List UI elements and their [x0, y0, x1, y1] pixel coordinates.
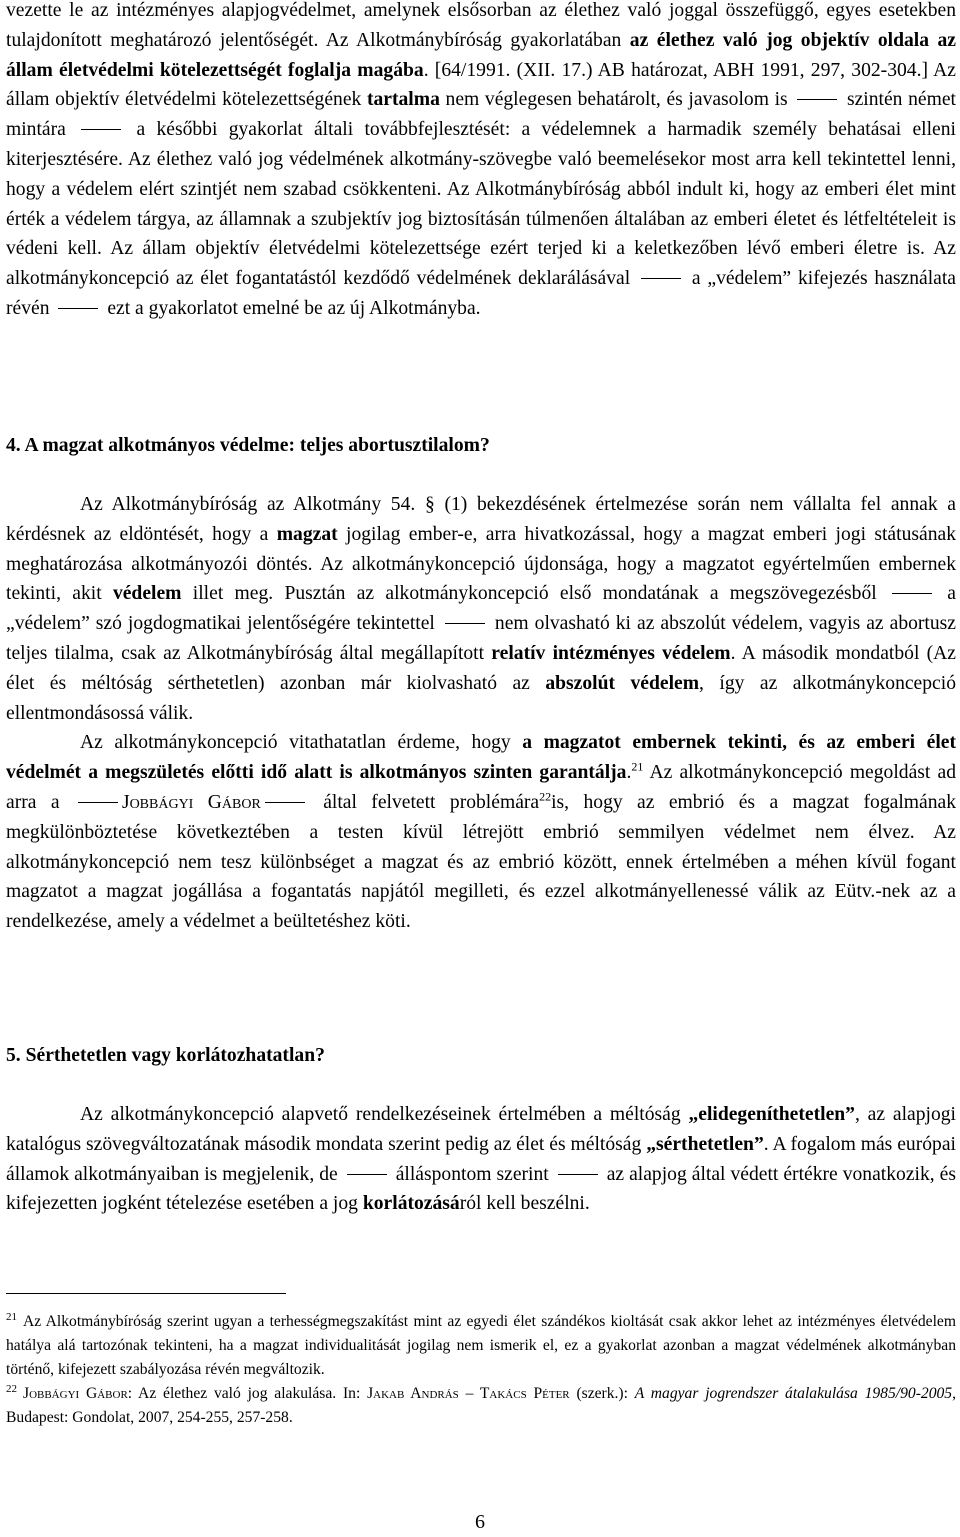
em-dash: [445, 623, 485, 624]
text-run: a „védelem” szó jogdogmatikai jelentőségére tekintettel: [6, 583, 956, 635]
footnote-editors: Jakab András – Takács Péter: [367, 1385, 570, 1402]
footnote-22: [6, 1382, 956, 1430]
em-dash: [797, 99, 837, 100]
text-run: ezt a gyakorlatot emelné be az új Alkotmányba.: [102, 297, 481, 319]
paragraph-life-protection: [6, 0, 956, 324]
emphasis: korlátozásá: [362, 1193, 460, 1215]
emphasis: az élethez való jog objektív oldala az állam életvédelmi kötelezettségét foglalja magába: [6, 29, 956, 81]
footnote-reference-21[interactable]: 21: [631, 759, 644, 774]
text-run: jogilag ember-e, arra hivatkozással, hogy a magzat emberi jogi státusának meghatározása alkotmányozói döntés. Az alkotmánykoncepció újdonsága, hogy a magzatot egyértelműen embernek tekinti, akit: [6, 523, 956, 605]
emphasis: relatív intézményes védelem: [491, 642, 731, 664]
emphasis: magzat: [276, 523, 338, 545]
text-run: álláspontom szerint: [390, 1163, 554, 1185]
em-dash: [892, 593, 932, 594]
footnote-mark: 22: [6, 1382, 17, 1395]
paragraph-inviolability: [6, 1100, 956, 1219]
emphasis: „elidegeníthetetlen”: [688, 1104, 855, 1125]
text-run: , így az alkotmánykoncepció ellentmondásossá válik.: [6, 672, 956, 724]
footnotes: [6, 1310, 956, 1430]
emphasis: védelem: [112, 583, 182, 605]
text-run: . [64/1991. (XII. 17.) AB határozat, ABH 1991, 297, 302-304.] Az állam objektív életvédelmi kötelezettségének: [6, 59, 956, 111]
footnote-text: (szerk.):: [569, 1385, 635, 1402]
em-dash: [78, 802, 118, 803]
footnote-text: : Az élethez való jog alakulása. In:: [127, 1385, 368, 1402]
em-dash: [641, 278, 681, 279]
text-run: Az alkotmánykoncepció megoldást ad arra a: [6, 762, 956, 813]
footnote-text: Az Alkotmánybíróság szerint ugyan a terhességmegszakítást mint az egyedi élet szándékos kioltását csak akkor lehet az intézményes életvédelem hatálya alá tartozónak tekinteni, ha a magzat individualitását jogilag nem ismerik el, ez a gyakorlat azonban a magzat védelmének alkotmányban történő, kifejezett szabályozása révén megváltozik.: [6, 1313, 956, 1378]
text-run: . A második mondatból (Az élet és méltóság sérthetetlen) azonban már kiolvasható az: [6, 642, 956, 694]
text-run: szintén német mintára: [6, 89, 956, 141]
em-dash: [81, 129, 121, 130]
text-run: a „védelem” kifejezés használata révén: [6, 268, 957, 319]
text-run: . A fogalom más európai államok alkotmányaiban is megjelenik, de: [6, 1133, 956, 1185]
text-run: az alapjog által védett értékre vonatkozik, és kifejezetten jogként tételezése esetében a jog: [6, 1163, 956, 1215]
em-dash: [558, 1174, 598, 1175]
author-name: Jobbágyi Gábor: [121, 791, 261, 813]
section-heading-4: 4. A magzat alkotmányos védelme: teljes abortusztilalom?: [6, 435, 490, 456]
em-dash: [265, 802, 305, 803]
text-run: is, hogy az embrió és a magzat fogalmának megkülönböztetése következtében a testen kívül létrejött embrió semmilyen védelmet nem élvez. Az alkotmánykoncepció nem tesz különbséget a magzat és az embrió között, ennek értelmében a méhen kívül fogant magzatot a magzat jogállása a fogantatás napjától megilleti, és ezzel alkotmányellenessé válik az Eütv.-nek az a rendelkezése, amely a védelmet a beültetéshez köti.: [6, 791, 956, 933]
footnote-21: [6, 1310, 956, 1382]
em-dash: [58, 308, 98, 309]
emphasis: „sérthetetlen”: [646, 1133, 764, 1155]
footnote-mark: 21: [6, 1310, 17, 1323]
footnote-text: , Budapest: Gondolat, 2007, 254-255, 257-258.: [6, 1385, 956, 1426]
footnote-separator: [6, 1293, 286, 1294]
text-run: .: [626, 762, 632, 784]
page-number: 6: [475, 1511, 485, 1533]
section-heading-5: 5. Sérthetetlen vagy korlátozhatatlan?: [6, 1045, 325, 1066]
text-run: nem véglegesen behatárolt, és javasolom is: [439, 89, 794, 111]
text-run: Az alkotmánykoncepció vitathatatlan érdeme, hogy: [80, 732, 523, 754]
emphasis: tartalma: [366, 89, 440, 111]
text-run: ról kell beszélni.: [459, 1193, 590, 1215]
text-run: Az alkotmánykoncepció alapvető rendelkezéseinek értelmében a méltóság: [80, 1104, 689, 1125]
text-run: illet meg. Pusztán az alkotmánykoncepció első mondatának a megszövegezésből: [181, 583, 888, 605]
text-run: , az alapjogi katalógus szövegváltozatának második mondata szerint pedig az élet és méltóság: [6, 1104, 956, 1155]
footnote-author: Jobbágyi Gábor: [23, 1385, 128, 1402]
text-run: nem olvasható ki az abszolút védelem, vagyis az abortusz teljes tilalma, csak az Alkotmánybíróság által megállapított: [6, 613, 956, 664]
em-dash: [347, 1174, 387, 1175]
footnote-book-title: A magyar jogrendszer átalakulása 1985/90-2005: [634, 1385, 953, 1402]
text-run: vezette le az intézményes alapjogvédelmet, amelynek elsősorban az élethez való joggal összefüggő, egyes esetekben tulajdonított meghatározó jelentőségét. Az Alkotmánybíróság gyakorlatában: [6, 0, 956, 51]
text-run: a későbbi gyakorlat általi továbbfejlesztését: a védelemnek a harmadik személy behatásai elleni kiterjesztésére. Az élethez való jog védelmének alkotmány-szövegbe való beemelésekor most arra kell tekintettel lenni, hogy a védelem elért szintjét nem szabad csökkenteni. Az Alkotmánybíróság abból indult ki, hogy az emberi élet mint érték a védelem tárgya, az államnak a szubjektív jog biztosításán túlmenően általában az emberi életet és létfeltételeit is védeni kell. Az állam objektív életvédelmi kötelezettsége ezért terjed ki a keletkezőben lévő emberi életre is. Az alkotmánykoncepció az élet fogantatástól kezdődő védelmének deklarálásával: [6, 119, 956, 290]
emphasis: a magzatot embernek tekinti, és az emberi élet védelmét a megszületés előtti idő alatt is alkotmányos szinten garantálja: [6, 732, 956, 784]
text-run: Az Alkotmánybíróság az Alkotmány 54. § (1) bekezdésének értelmezése során nem vállalta fel annak a kérdésnek az eldöntését, hogy a: [6, 494, 956, 545]
text-run: által felvetett problémára: [308, 791, 540, 813]
emphasis: abszolút védelem: [545, 672, 700, 694]
footnote-reference-22[interactable]: 22: [539, 789, 552, 804]
paragraph-fetus-protection: [6, 490, 956, 937]
